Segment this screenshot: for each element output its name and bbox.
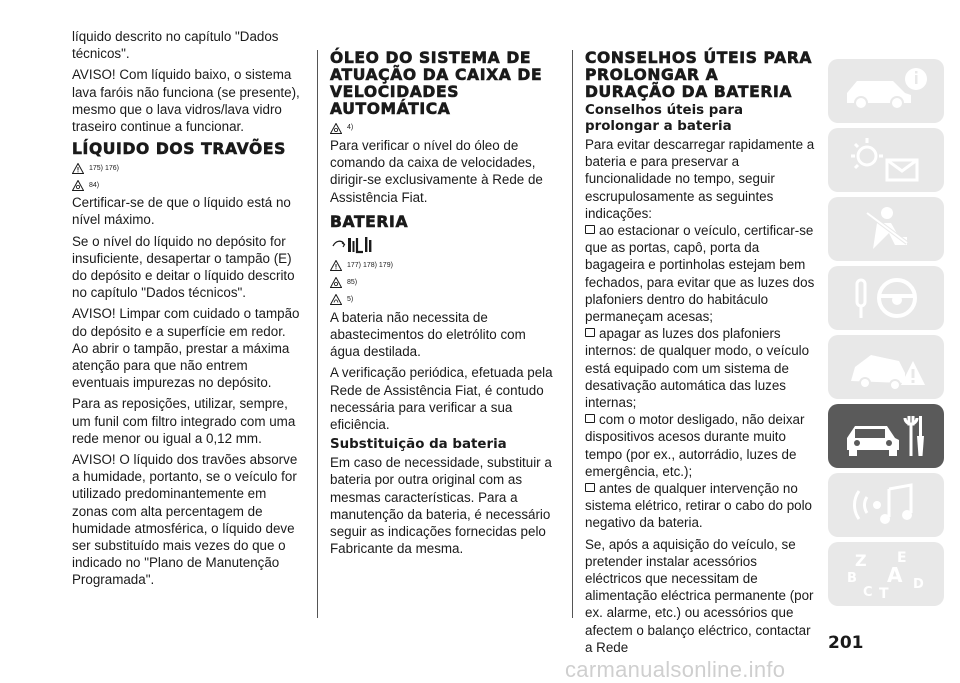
warning-reference xyxy=(330,292,558,308)
warning-numbers: 175) 176) xyxy=(89,164,119,172)
paragraph: líquido descrito no capítulo "Dados técnicos". xyxy=(72,29,279,62)
column-divider xyxy=(317,50,318,618)
multimedia-icon xyxy=(841,479,931,531)
list-item xyxy=(585,222,815,325)
warning-numbers: 177) 178) 179) xyxy=(347,262,393,270)
bullet-box-icon xyxy=(585,483,595,492)
bullet-box-icon xyxy=(585,225,595,234)
list-item-text: antes de qualquer intervenção no sistema elétrico, retirar o cabo do polo negativo da bateria. xyxy=(585,481,813,531)
tab-index[interactable] xyxy=(828,542,944,606)
list-item-text: ao estacionar o veículo, certificar-se que as portas, capô, porta da bagageira e portinholas estejam bem fechados, para evitar que as luzes dos plafoniers dentro do habitáculo permaneçam acesas; xyxy=(585,223,815,325)
column-2 xyxy=(330,28,558,561)
warning-reference xyxy=(72,177,302,193)
paragraph: Para as reposições, utilizar, sempre, um funil com filtro integrado com uma rede menor ou igual a 0,12 mm. xyxy=(72,396,296,446)
warning-triangle-icon xyxy=(72,163,84,174)
section-heading: LÍQUIDO DOS TRAVÕES xyxy=(72,140,286,159)
list-item-text: com o motor desligado, não deixar dispositivos acesos durante muito tempo (por ex., autorrádio, luzes de emergência, etc.); xyxy=(585,412,805,479)
index-letter: T xyxy=(879,586,889,600)
index-letters-icon xyxy=(841,548,931,600)
footer-watermark-url[interactable]: carmanualsonline.info xyxy=(565,657,786,682)
tab-car-maintenance[interactable] xyxy=(828,404,944,468)
tab-seat-safety[interactable] xyxy=(828,197,944,261)
index-letter: D xyxy=(913,577,924,592)
warning-reference xyxy=(72,160,302,176)
caution-icon xyxy=(330,123,342,134)
index-letter: A xyxy=(887,563,903,587)
paragraph: Para evitar descarregar rapidamente a bateria e para preservar a funcionalidade no tempo, seguir escrupulosamente as seguintes indicações: xyxy=(585,137,815,221)
caution-icon xyxy=(72,180,84,191)
car-info-icon xyxy=(841,65,931,117)
warning-numbers: 4) xyxy=(347,124,354,132)
column-divider xyxy=(572,50,573,618)
steering-key-icon xyxy=(841,272,931,324)
paragraph: Certificar-se de que o líquido está no nível máximo. xyxy=(72,195,291,228)
chapter-tabs xyxy=(828,59,944,611)
paragraph: AVISO! Limpar com cuidado o tampão do depósito e a superfície em redor. Ao abrir o tampão, prestar a máxima atenção para que não entrem eventuais impurezas no depósito. xyxy=(72,306,300,391)
paragraph: Se o nível do líquido no depósito for insuficiente, desapertar o tampão (E) do depósito e deitar o líquido descrito no capítulo "Dados técnicos". xyxy=(72,233,295,301)
tab-warning-lights[interactable] xyxy=(828,128,944,192)
warning-numbers: 5) xyxy=(347,296,354,304)
section-heading: ÓLEO DO SISTEMA DE ATUAÇÃO DA CAIXA DE VELOCIDADES AUTOMÁTICA xyxy=(330,49,543,118)
seat-safety-icon xyxy=(841,203,931,255)
index-letter: B xyxy=(847,571,857,586)
warning-numbers: 85) xyxy=(347,279,358,287)
column-1 xyxy=(72,28,302,593)
paragraph: Se, após a aquisição do veículo, se pretender instalar acessórios eléctricos que necessitam de alimentação eléctrica permanente (por ex. alarme, etc.) ou acessórios que afectem o balanço eléctrico, contactar a Rede xyxy=(585,536,814,655)
paragraph: A verificação periódica, efetuada pela Rede de Assistência Fiat, é contudo necessária para verificar a sua eficiência. xyxy=(330,365,553,433)
car-maintenance-icon xyxy=(841,410,931,462)
subsection-heading: Substituição da bateria xyxy=(330,437,507,453)
bullet-box-icon xyxy=(585,328,595,337)
index-letter: Z xyxy=(855,551,867,570)
subsection-heading: Conselhos úteis para prolongar a bateria xyxy=(585,103,744,134)
paragraph: Em caso de necessidade, substituir a bateria por outra original com as mesmas características. Para a manutenção da bateria, é necessário seguir as indicações fornecidas pelo Fabricante da mesma. xyxy=(330,455,552,557)
tab-steering-key[interactable] xyxy=(828,266,944,330)
index-letter: C xyxy=(863,585,873,600)
tab-multimedia[interactable] xyxy=(828,473,944,537)
list-item xyxy=(585,480,815,532)
battery-recycle-icon xyxy=(330,234,374,256)
index-letter: E xyxy=(897,550,907,566)
warning-numbers: 84) xyxy=(89,181,100,189)
list-item xyxy=(585,325,815,411)
list-item-text: apagar as luzes dos plafoniers internos: de qualquer modo, o veículo está equipado com um sistema de desativação automática das luzes internas; xyxy=(585,326,810,411)
warning-lights-icon xyxy=(841,134,931,186)
section-heading: CONSELHOS ÚTEIS PARA PROLONGAR A DURAÇÃO DA BATERIA xyxy=(585,49,813,101)
paragraph: AVISO! O líquido dos travões absorve a humidade, portanto, se o veículo for utilizado predominantemente em zonas com alta percentagem de humidade atmosférica, o líquido deve ser substituído mais vezes do que o indicado no "Plano de Manutenção Programada". xyxy=(72,452,298,588)
tab-car-info[interactable] xyxy=(828,59,944,123)
tab-emergency[interactable] xyxy=(828,335,944,399)
warning-reference xyxy=(330,275,558,291)
environment-icon xyxy=(330,294,342,305)
paragraph: A bateria não necessita de abastecimentos do eletrólito com água destilada. xyxy=(330,309,526,360)
column-3 xyxy=(585,28,815,660)
emergency-car-icon xyxy=(841,341,931,393)
caution-icon xyxy=(330,277,342,288)
section-heading: BATERIA xyxy=(330,212,409,231)
battery-disposal-symbol xyxy=(330,233,558,257)
paragraph: Para verificar o nível do óleo de comando da caixa de velocidades, dirigir-se exclusivamente à Rede de Assistência Fiat. xyxy=(330,138,543,205)
page-number: 201 xyxy=(828,633,864,653)
warning-triangle-icon xyxy=(330,260,342,271)
bullet-box-icon xyxy=(585,414,595,423)
warning-reference xyxy=(330,258,558,274)
warning-reference xyxy=(330,120,558,136)
paragraph: AVISO! Com líquido baixo, o sistema lava faróis não funciona (se presente), mesmo que o lava vidros/lava vidro traseiro continue a funcionar. xyxy=(72,67,300,135)
list-item xyxy=(585,411,815,480)
